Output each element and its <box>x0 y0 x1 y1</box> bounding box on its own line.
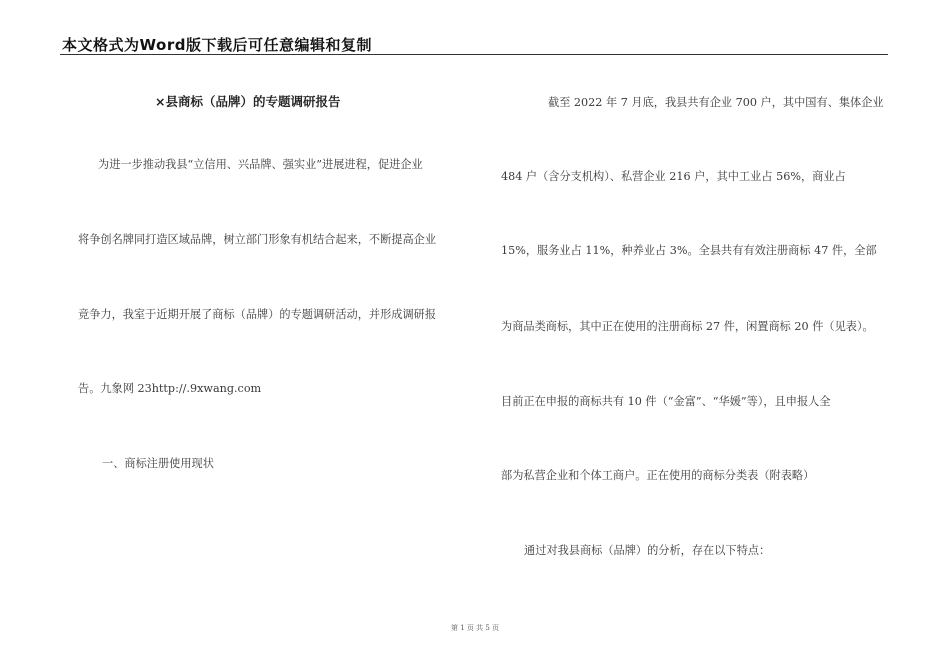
paragraph-line: 告。九象网 23http://.9xwang.com <box>78 382 262 395</box>
paragraph-line: 通过对我县商标（品牌）的分析，存在以下特点： <box>524 544 771 557</box>
section-heading: 一、商标注册使用现状 <box>102 457 214 470</box>
paragraph-line: 为进一步推动我县“立信用、兴品牌、强实业”进展进程，促进企业 <box>98 158 423 171</box>
paragraph-line: 部为私营企业和个体工商户。正在使用的商标分类表（附表略） <box>501 469 815 482</box>
paragraph-line: 目前正在申报的商标共有 10 件（“金富”、“华媛”等），且申报人全 <box>501 395 831 408</box>
paragraph-line: 为商品类商标，其中正在使用的注册商标 27 件，闲置商标 20 件（见表）。 <box>501 320 874 333</box>
document-title: ×县商标（品牌）的专题调研报告 <box>155 94 341 109</box>
paragraph-line: 484 户（含分支机构）、私营企业 216 户，其中工业占 56%，商业占 <box>501 170 846 183</box>
page-number: 第 1 页 共 5 页 <box>450 624 500 632</box>
document-banner: 本文格式为Word版下载后可任意编辑和复制 <box>62 36 372 54</box>
header-divider <box>60 54 888 55</box>
paragraph-line: 将争创名牌同打造区域品牌，树立部门形象有机结合起来，不断提高企业 <box>78 233 437 246</box>
paragraph-line: 竞争力，我室于近期开展了商标（品牌）的专题调研活动，并形成调研报 <box>78 308 437 321</box>
paragraph-line: 截至 2022 年 7 月底，我县共有企业 700 户，其中国有、集体企业 <box>548 96 884 109</box>
paragraph-line: 15%，服务业占 11%，种养业占 3%。全县共有有效注册商标 47 件，全部 <box>501 244 877 257</box>
